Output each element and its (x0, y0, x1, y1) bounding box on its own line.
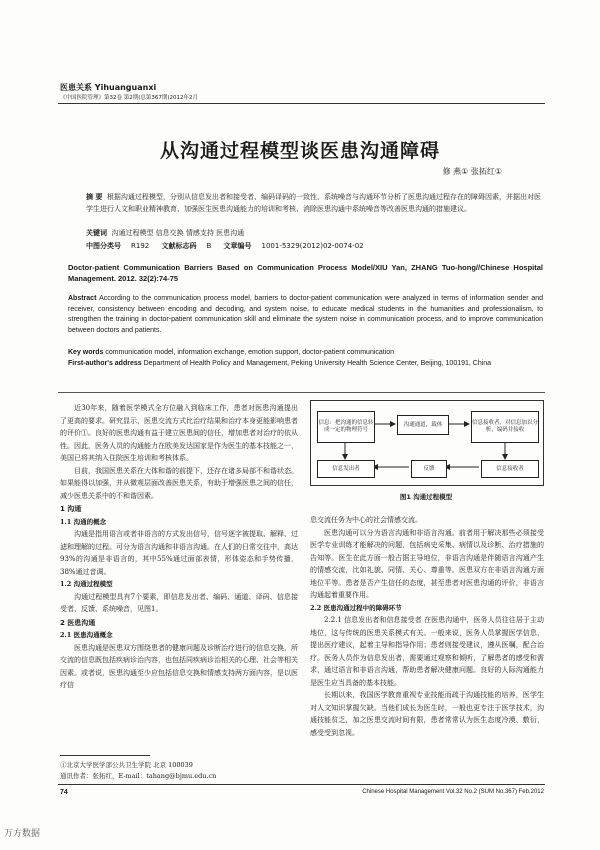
first-author-address (68, 359, 543, 370)
decoding-box: 信息接收者，对信息加以分析，编码并接收 (471, 411, 539, 443)
watermark: 万方数据 (4, 829, 41, 839)
doc-label: 文献标志码 (161, 242, 197, 250)
article-no-label: 文章编号 (223, 242, 252, 250)
clc-value: R192 (131, 242, 150, 250)
section-heading: 1 沟通 (60, 505, 82, 513)
encoding-box: 信息：把沟通的信息转成一定的物理符号 (317, 411, 375, 443)
affiliation: ①北京大学医学部公共卫生学院 北京 100039 (60, 761, 193, 769)
abstract-divider (58, 392, 545, 393)
chinese-abstract (86, 191, 541, 215)
section-header: 医患关系 Yihuanguanxi (60, 83, 157, 92)
subsection-heading: 2.1 医患沟通概念 (60, 631, 113, 639)
chinese-keywords (86, 228, 244, 238)
communication-model-figure (310, 400, 544, 486)
footnote-rule (60, 755, 150, 756)
english-keywords-text: communication model, information exchange, emotion support, doctor-patient communication (105, 349, 395, 356)
journal-footer: Chinese Hospital Management Vol.32 No.2 (SUM No.367) Feb.2012 (362, 789, 544, 795)
english-abstract (68, 294, 543, 336)
page-number: 74 (60, 789, 68, 796)
issue-line: 《中国医院管理》第32卷 第2期(总第367期)2012年2月 (60, 95, 199, 101)
channel-box: 沟通通道，载体 (397, 415, 449, 435)
paragraph: 沟通过程模型具有7个要素，即信息发出者、编码、通道、译码、信息接受者、反馈、系统噪音，见图1。 (60, 592, 298, 613)
subsection-heading: 1.1 沟通的概念 (60, 517, 107, 526)
section-heading: 2 医患沟通 (60, 618, 96, 627)
footer-rule (58, 784, 545, 785)
corresponding-author: 通讯作者：张拓红，E-mail：tahang@bjmu.edu.cn (60, 772, 217, 780)
paragraph: 目前，我国医患关系在大体和谐的前提下，还存在诸多局部不和谐状态。如果能得以加强，并从微观层面改善医患关系，有助于增强医患之间的信任，减少医患关系中的不和谐因素。 (60, 466, 298, 500)
authors: 修 燕① 张拓红① (442, 167, 502, 176)
english-abstract-text: According to the communication process model, barriers to doctor-patient communication were analyzed in terms of information sender and receiver, consistency between encoding and decoding, and system noise, to educate medical students in the humanities and professionalism, to strengthen the training in doctor-patient communication skill and eliminate the system noise in communication process, and to improve communication between doctors and patients. (68, 295, 543, 334)
english-keywords (68, 348, 543, 358)
paragraph: 近30年来，随着医学模式全方位融入到临床工作，患者对医患沟通提出了更高的要求。研究显示，医患交流方式比治疗结果和治疗本身更能影响患者的评价①。良好的医患沟通有益于建立医患间的信任，增加患者对治疗的依从性。因此，医务人员的沟通能力在欧美发达国家是作为医生的基本技能之一，美国已将其纳入住院医生培训和考核体系。 (60, 404, 298, 462)
doc-value: B (206, 242, 212, 250)
receiver-box: 信息接收者 (481, 460, 539, 478)
abstract-label: 摘 要 (86, 193, 103, 201)
clc-label: 中图分类号 (86, 242, 121, 250)
article-title: 从沟通过程模型谈医患沟通障碍 (159, 140, 440, 162)
first-author-text: Department of Health Policy and Management, Peking University Health Science Center, Beijing, 100191, China (143, 360, 492, 367)
body-right-column (310, 514, 544, 739)
body-left-column (60, 402, 298, 692)
keywords-text: 沟通过程模型 信息交换 情感支持 医患沟通 (111, 229, 245, 237)
paragraph: 长期以来，我国医学教育重视专业技能而疏于沟通技能的培养，医学生对人文知识掌握欠缺。当他们成长为医生时，一般也更专注于医学技术，沟通技能贫乏，加之医患交流时间有限，患者常常认为医生态度冷漠、敷衍，感受受到忽视。 (310, 691, 544, 737)
paragraph: 2.2.1 信息发出者和信息接受者 在医患沟通中，医务人员往往居于主动地位，这与传统的医患关系模式有关。一般来说，医务人员掌握医学信息，提出医疗建议，起着主导和指导作用；患者则接受建议，遵从医嘱，配合治疗。医务人员作为信息发出者，需要通过观察和倾听，了解患者的感受和需求，通过语言和非语言沟通，帮助患者解决健康问题。良好的人际沟通能力是医生应当具备的基本技能。 (310, 616, 544, 687)
first-author-label: First-author's address (68, 360, 142, 367)
article-no-value: 1001-5329(2012)02-0074-02 (261, 242, 364, 250)
feedback-box: 反馈 (411, 460, 447, 478)
english-title: Doctor-patient Communication Barriers Based on Communication Process Model/XIU Yan, ZHANG Tuo-hong//Chinese Hospital Management. 2012. 32(2):74-75 (68, 263, 543, 283)
paragraph: 息交流任务为中心的社会情感交流。 (310, 516, 422, 524)
sender-box: 信息发出者 (317, 460, 375, 478)
abstract-text: 根据沟通过程模型，分别从信息发出者和接受者、编码译码的一致性、系统噪音与沟通环节分析了医患沟通过程存在的障碍因素，并据出对医学生进行人文和职业精神教育、加强医生医患沟通能力的培训和考核、消除医患沟通中系统噪音等改善医患沟通的措施建议。 (86, 193, 542, 213)
subsection-heading: 2.2 医患沟通过程中的障碍环节 (310, 603, 402, 612)
subsection-heading: 1.2 沟通过程模型 (60, 580, 113, 588)
keywords-label: 关键词 (86, 229, 107, 237)
classification-line (86, 241, 546, 251)
paragraph: 医患沟通是医患双方围绕患者的健康问题及诊断治疗进行的信息交换，所交流的信息既包括疾病诊治内容，也包括同疾病诊治相关的心理、社会等相关因素。或者说，医患沟通至少应包括信息交换和情感支持两方面内容，是以医疗信 (60, 643, 298, 689)
paragraph: 沟通是指用语言或者非语言的方式发出信号，信号逐字被提取、解释、过滤和理解的过程。可分为语言沟通和非语言沟通。在人们的日常交往中，高达93%的沟通是非语言的，其中55%通过面部表情，形体姿态和手势传播，38%通过音调。 (60, 530, 298, 576)
paragraph: 医患沟通可以分为语言沟通和非语言沟通。前者用于解决那些必须接受医学专业训练才能解决的问题，包括病史采集、病情以及诊断、治疗措施的告知等。医生在此方面一般占据主导地位，非语言沟通是伴随语言沟通产生的情感交流，比如礼貌、同情、关心、尊重等。医患双方在非语言沟通方面地位平等。患者是否产生信任的态度，甚至患者对医患沟通的评价，非语言沟通起着重要作用。 (310, 528, 544, 599)
english-keywords-label: Key words (68, 349, 104, 356)
header-rule (58, 103, 545, 104)
footnote (60, 760, 300, 782)
figure-caption: 图1 沟通过程模型 (399, 493, 453, 501)
english-abstract-label: Abstract (68, 295, 97, 302)
